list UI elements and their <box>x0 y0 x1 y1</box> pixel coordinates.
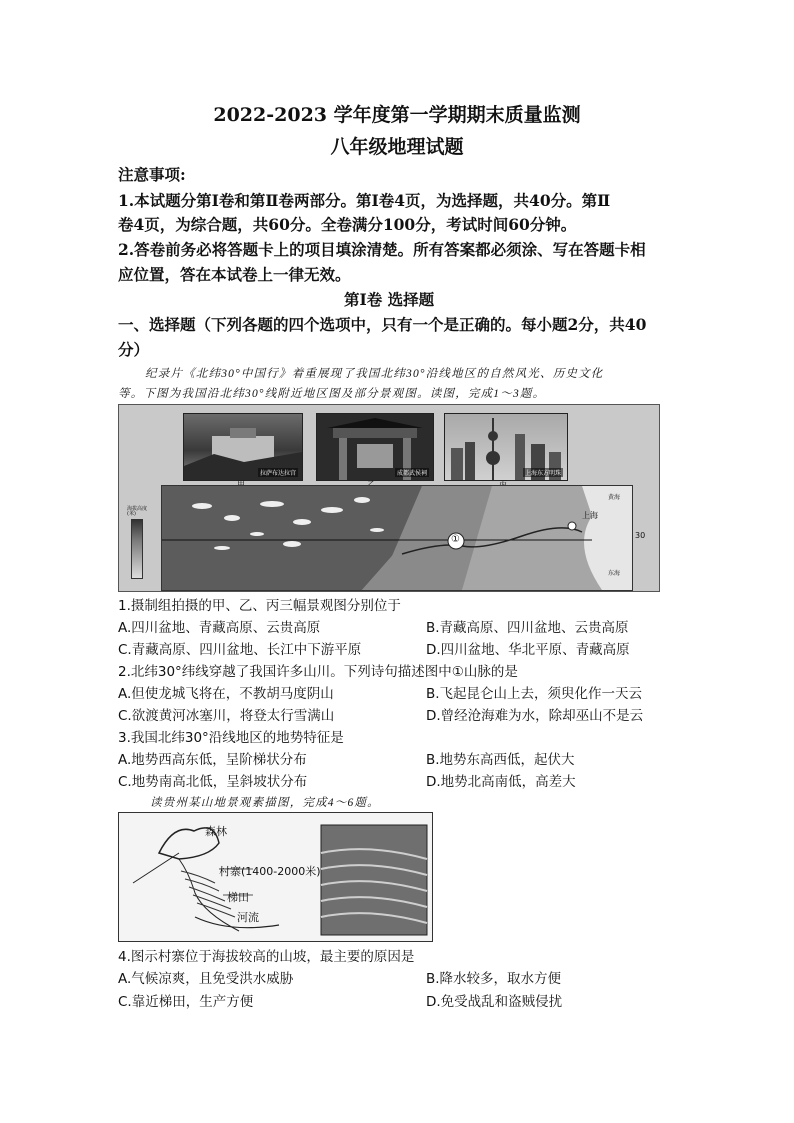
question-4-option-d: D.免受战乱和盗贼侵扰 <box>426 994 563 1010</box>
legend-title: 海拔高度(米) <box>127 506 148 517</box>
intro-1-line-1: 纪录片《北纬30°中国行》着重展现了我国北纬30°沿线地区的自然风光、历史文化 <box>145 368 604 380</box>
notes-line-2: 卷4页，为综合题，共60分。全卷满分100分，考试时间60分钟。 <box>118 215 577 234</box>
question-1-stem: 1.摄制组拍摄的甲、乙、丙三幅景观图分别位于 <box>118 598 401 614</box>
terrace-label: 梯田 <box>227 891 249 904</box>
question-3-option-a: A.地势西高东低，呈阶梯状分布 <box>118 752 307 768</box>
question-1-option-a: A.四川盆地、青藏高原、云贵高原 <box>118 620 321 636</box>
question-2-option-a: A.但使龙城飞将在，不教胡马度阴山 <box>118 686 334 702</box>
photo-wuhou-shrine <box>316 413 434 481</box>
intro-2: 读贵州某山地景观素描图，完成4～6题。 <box>150 797 380 809</box>
question-3-option-b: B.地势东高西低，起伏大 <box>426 752 575 768</box>
question-1-option-d: D.四川盆地、华北平原、青藏高原 <box>426 642 630 658</box>
photo-c-caption: 上海东方明珠 <box>524 470 561 477</box>
notes-line-4: 应位置，答在本试卷上一律无效。 <box>118 265 351 284</box>
question-4-option-a: A.气候凉爽，且免受洪水威胁 <box>118 971 294 987</box>
mountain-marker: ① <box>451 534 460 545</box>
notes-heading: 注意事项: <box>118 165 186 184</box>
question-2-option-d: D.曾经沧海难为水，除却巫山不是云 <box>426 708 644 724</box>
exam-subtitle: 八年级地理试题 <box>330 136 464 158</box>
question-1-option-b: B.青藏高原、四川盆地、云贵高原 <box>426 620 629 636</box>
elevation-legend <box>127 506 153 579</box>
notes-line-3: 2.答卷前务必将答题卡上的项目填涂清楚。所有答案都必须涂、写在答题卡相 <box>118 240 646 259</box>
figure-2-sketch <box>118 812 433 942</box>
question-4-option-b: B.降水较多，取水方便 <box>426 971 562 987</box>
intro-1-line-2: 等。下图为我国沿北纬30°线附近地区图及部分景观图。读图，完成1～3题。 <box>118 388 546 400</box>
city-label: 上海 <box>582 511 598 520</box>
part-heading-line-2: 分） <box>118 340 150 359</box>
exam-title: 2022-2023 学年度第一学期期末质量监测 <box>213 104 581 126</box>
question-2-option-c: C.欲渡黄河冰塞川，将登太行雪满山 <box>118 708 335 724</box>
question-2-option-b: B.飞起昆仑山上去，须臾化作一天云 <box>426 686 643 702</box>
photo-oriental-pearl <box>444 413 568 481</box>
photo-a-caption: 拉萨布达拉宫 <box>259 470 296 477</box>
village-label: 村寨(1400-2000米) <box>219 865 321 878</box>
question-2-stem: 2.北纬30°纬线穿越了我国许多山川。下列诗句描述图中①山脉的是 <box>118 664 518 680</box>
question-1-option-c: C.青藏高原、四川盆地、长江中下游平原 <box>118 642 362 658</box>
notes-line-1: 1.本试题分第Ⅰ卷和第Ⅱ卷两部分。第Ⅰ卷4页，为选择题，共40分。第Ⅱ <box>118 191 611 210</box>
question-4-stem: 4.图示村寨位于海拔较高的山坡，最主要的原因是 <box>118 949 415 965</box>
terrain-map <box>161 485 633 591</box>
question-3-stem: 3.我国北纬30°沿线地区的地势特征是 <box>118 730 344 746</box>
legend-gradient <box>131 519 143 579</box>
sea-label-east: 东海 <box>608 570 621 577</box>
part-heading-line-1: 一、选择题（下列各题的四个选项中，只有一个是正确的。每小题2分，共40 <box>118 315 647 334</box>
photo-b-caption: 成都武侯祠 <box>396 470 427 477</box>
terrain-illustration <box>162 486 632 590</box>
figure-1-map <box>118 404 660 592</box>
question-3-option-c: C.地势南高北低，呈斜坡状分布 <box>118 774 308 790</box>
photo-potala-palace <box>183 413 303 481</box>
question-4-option-c: C.靠近梯田，生产方便 <box>118 994 254 1010</box>
sea-label-yellow: 黄海 <box>608 494 621 501</box>
river-label: 河流 <box>237 911 259 924</box>
latitude-label: 30 <box>635 531 646 540</box>
forest-label: 森林 <box>205 825 227 838</box>
question-3-option-d: D.地势北高南低，高差大 <box>426 774 576 790</box>
volume-title: 第Ⅰ卷 选择题 <box>344 290 435 309</box>
